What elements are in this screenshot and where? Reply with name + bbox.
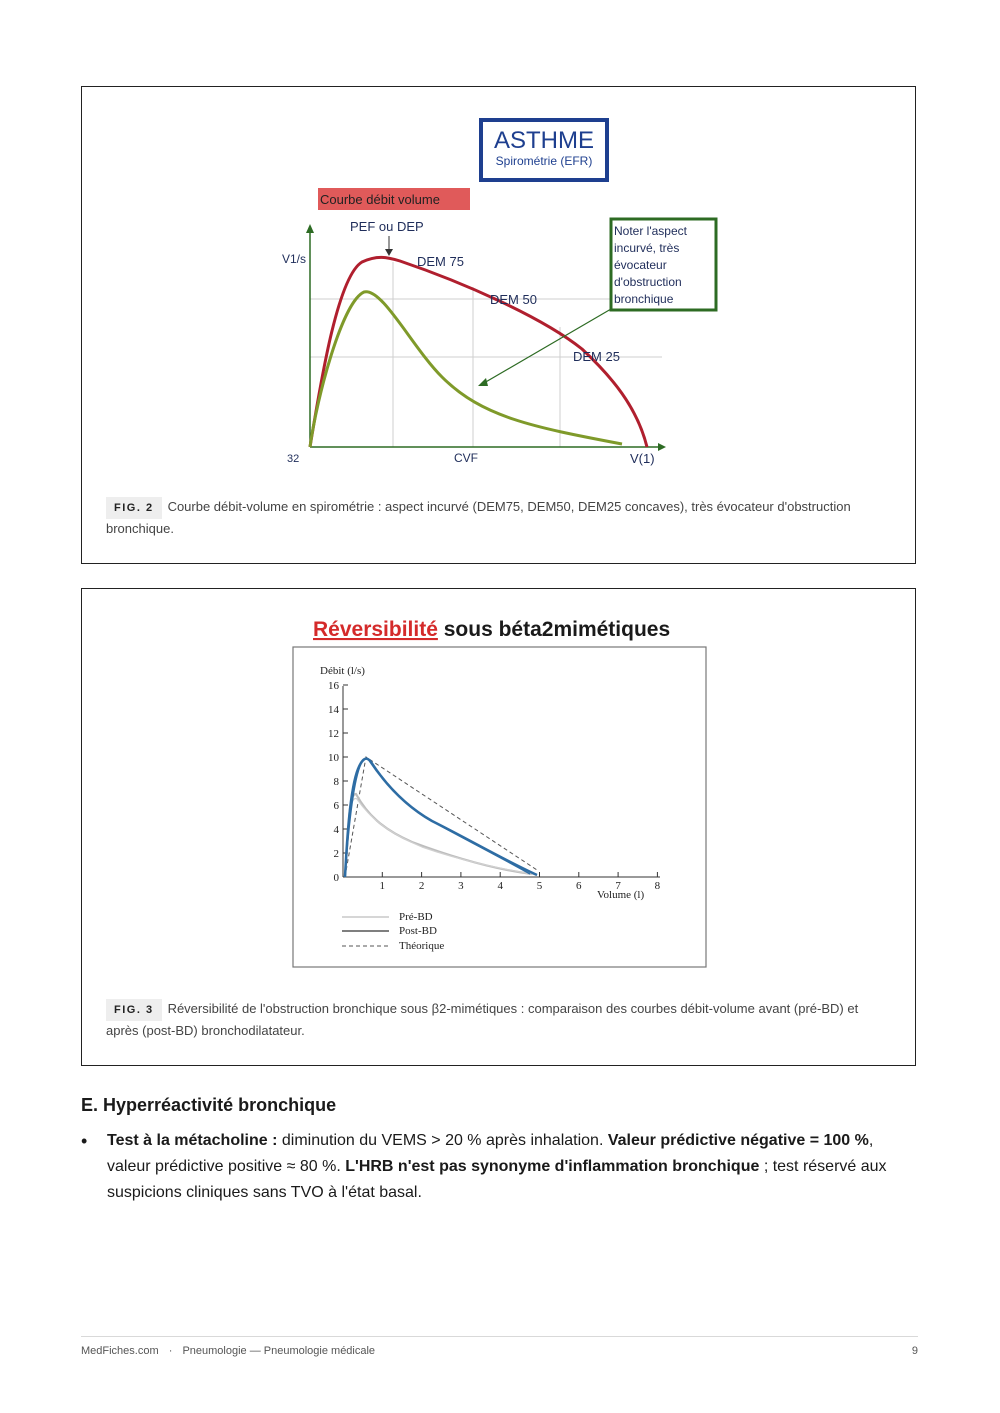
legend-pre-label: Pré-BD [399,911,433,923]
bullet-item [81,1128,921,1206]
y-tick-label: 10 [328,752,339,764]
bullet-text: Test à la métacholine : diminution du VEMS > 20 % après inhalation. Valeur prédictive négative = 100 %, valeur prédictive positive ≈ 80 %. L'HRB n'est pas synonyme d'inflammation bronchique ; test réservé aux suspicions cliniques sans TVO à l'état basal. [107,1132,887,1201]
y-tick-label: 4 [333,824,339,836]
dem75-label: DEM 75 [417,254,464,269]
y-tick-label: 14 [328,704,339,716]
figure-3 [81,588,916,1066]
y-tick-label: 2 [333,848,339,860]
y-tick-label: 12 [328,728,339,740]
fig3-x-axis-title: Volume (l) [597,889,645,901]
fig3-tag: FIG. 3 [106,999,162,1021]
y-tick-label: 16 [328,680,339,692]
page-number: 9 [911,1345,918,1357]
dem25-label: DEM 25 [573,349,620,364]
curve-tag-label: Courbe débit volume [320,192,440,207]
fig3-image [82,589,915,989]
bullet-dot: • [81,1131,88,1151]
x-tick-label: 5 [536,880,543,892]
fig3-caption-text: Réversibilité de l'obstruction bronchique sous β2-mimétiques : comparaison des courbes débit-volume avant (pré-BD) et après (post-BD) bronchodilatateur. [106,1001,859,1038]
fig3-caption [106,999,885,1041]
footer-divider [81,1336,918,1337]
asthme-logo-subtitle: Spirométrie (EFR) [495,154,593,168]
fig2-volume-label: V(1) [630,451,655,466]
fig3-y-axis-title: Débit (l/s) [320,665,365,677]
legend-theo-label: Théorique [399,940,445,952]
note-arrow [484,309,611,383]
footer-separator: · [168,1345,173,1357]
note-text: Noter l'aspect incurvé, très évocateur d'obstruction bronchique [614,224,687,306]
fig2-y-label: V1/s [282,252,307,266]
fig2-tag: FIG. 2 [106,497,162,519]
fig2-cvf-label: CVF [454,451,478,465]
page-footer [81,1345,918,1357]
fig2-x-left-label: 32 [287,453,300,465]
bullet-bold-2: Valeur prédictive négative = 100 % [607,1132,869,1149]
x-tick-label: 4 [497,880,503,892]
footer-path: Pneumologie — Pneumologie médicale [182,1345,376,1357]
fig3-plot-frame [293,647,706,967]
section-heading: E. Hyperréactivité bronchique [81,1095,337,1115]
y-tick-label: 8 [333,776,339,788]
legend-post-label: Post-BD [399,925,437,937]
bullet-bold-3: L'HRB n'est pas synonyme d'inflammation bronchique [345,1158,760,1175]
figure-2 [81,86,916,564]
dem50-label: DEM 50 [490,292,537,307]
footer-site: MedFiches.com [81,1345,159,1357]
y-tick-label: 6 [333,800,339,812]
fig2-image [82,87,915,487]
x-tick-label: 3 [458,880,464,892]
y-tick-label: 0 [333,872,339,884]
x-tick-label: 6 [576,880,582,892]
bullet-bold-1: Test à la métacholine : [107,1132,278,1149]
asthma-curve [310,292,622,447]
pef-label: PEF ou DEP [350,219,424,234]
fig3-title: Réversibilité sous béta2mimétiques [313,618,671,641]
asthme-logo-title: ASTHME [493,127,595,154]
x-tick-label: 1 [379,880,386,892]
fig2-caption [106,497,885,539]
x-tick-label: 7 [615,880,621,892]
x-tick-label: 2 [418,880,425,892]
x-tick-label: 8 [654,880,661,892]
fig2-caption-text: Courbe débit-volume en spirométrie : aspect incurvé (DEM75, DEM50, DEM25 concaves), très évocateur d'obstruction bronchique. [106,499,851,536]
